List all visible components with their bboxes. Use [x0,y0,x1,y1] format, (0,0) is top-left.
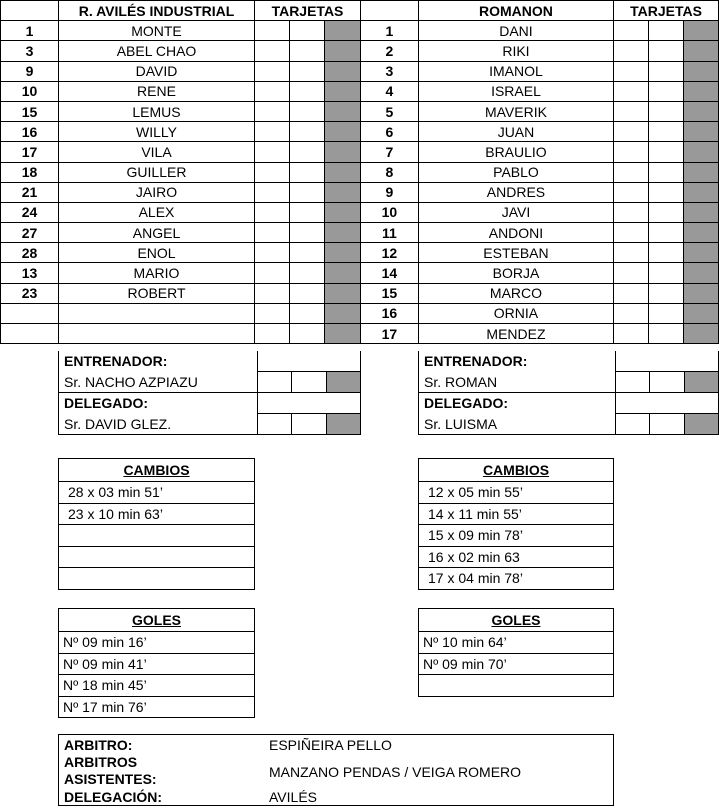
home-player-name: DAVID [59,61,255,81]
home-card-cell-2 [290,324,325,344]
away-coach-label: ENTRENADOR: [419,351,616,372]
home-coach-card-1 [257,372,291,393]
away-card-cell-2 [649,324,684,344]
delegation-row [64,789,317,806]
away-delegate-label-cards [615,393,718,414]
home-card-cell-2 [290,283,325,303]
home-goal-row [59,696,255,718]
away-card-cell-2 [649,263,684,283]
away-card-cell-1 [614,41,649,61]
away-substitution-row [419,568,614,590]
away-player-name: JAVI [418,202,613,222]
home-player-row [1,283,361,303]
away-player-row [361,202,719,222]
away-player-name: ORNIA [418,303,613,323]
away-goal-row [419,632,614,654]
away-card-cell-3 [684,324,719,344]
away-goals-title: GOLES [419,609,614,632]
assistants-names: MANZANO PENDAS / VEIGA ROMERO [269,764,522,780]
home-player-row [1,142,361,162]
home-coach-name: Sr. NACHO AZPIAZU [59,372,258,393]
home-goal-entry: Nº 18 min 45’ [59,675,255,697]
home-player-name: JAIRO [59,182,255,202]
away-delegate-label: DELEGADO: [419,393,616,414]
away-card-cell-3 [684,283,719,303]
home-player-name: WILLY [59,122,255,142]
home-coach-card-3 [326,372,360,393]
away-card-cell-2 [649,142,684,162]
away-card-cell-3 [684,101,719,121]
home-coach-label-cards [257,351,360,372]
away-player-name: MARCO [418,283,613,303]
away-card-cell-2 [649,223,684,243]
away-card-cell-3 [684,122,719,142]
away-player-name: DANI [418,21,613,41]
home-card-cell-2 [290,142,325,162]
away-player-row [361,101,719,121]
home-card-cell-3 [325,223,361,243]
home-player-number: 28 [1,243,59,263]
home-card-cell-2 [290,243,325,263]
away-player-name: PABLO [418,162,613,182]
away-substitution-row [419,546,614,568]
away-roster-table [360,0,719,344]
away-card-cell-3 [684,162,719,182]
away-card-cell-1 [614,303,649,323]
away-player-number: 5 [361,101,419,121]
away-delegate-card-2 [650,414,684,435]
home-roster-table [0,0,361,344]
home-card-cell-1 [255,263,290,283]
home-card-cell-3 [325,142,361,162]
home-player-row [1,263,361,283]
home-player-number: 15 [1,101,59,121]
away-card-cell-3 [684,41,719,61]
home-card-cell-1 [255,223,290,243]
away-player-row [361,283,719,303]
away-card-cell-3 [684,81,719,101]
home-card-cell-2 [290,122,325,142]
away-player-name: JUAN [418,122,613,142]
away-player-row [361,243,719,263]
home-delegate-label-cards [257,393,360,414]
away-player-row [361,324,719,344]
home-card-cell-3 [325,122,361,142]
away-card-cell-2 [649,101,684,121]
home-card-cell-1 [255,21,290,41]
home-card-cell-2 [290,81,325,101]
referee-label: ARBITRO: [64,737,133,753]
away-player-number: 3 [361,61,419,81]
home-player-name: VILA [59,142,255,162]
away-goal-row [419,653,614,675]
away-player-row [361,41,719,61]
away-player-name: BRAULIO [418,142,613,162]
away-player-row [361,21,719,41]
home-card-cell-1 [255,101,290,121]
away-player-name: ISRAEL [418,81,613,101]
home-card-cell-2 [290,61,325,81]
home-substitution-row [59,546,255,568]
home-card-cell-1 [255,61,290,81]
referee-name: ESPIÑEIRA PELLO [269,737,392,753]
home-player-row [1,122,361,142]
home-substitution-row [59,482,255,504]
home-player-name: ABEL CHAO [59,41,255,61]
away-goal-entry: Nº 10 min 64’ [419,632,614,654]
home-player-number: 9 [1,61,59,81]
away-substitution-entry: 17 x 04 min 78’ [419,568,614,590]
away-player-number: 14 [361,263,419,283]
home-card-cell-2 [290,303,325,323]
home-card-cell-2 [290,162,325,182]
home-delegate-row [59,414,361,435]
home-card-cell-3 [325,243,361,263]
home-player-name: GUILLER [59,162,255,182]
home-goal-row [59,632,255,654]
away-card-cell-3 [684,243,719,263]
away-player-name: IMANOL [418,61,613,81]
away-player-number: 1 [361,21,419,41]
home-substitution-entry [59,525,255,547]
home-cards-header: TARJETAS [255,1,361,21]
home-roster-header [1,1,361,21]
away-player-number: 2 [361,41,419,61]
away-player-name: ESTEBAN [418,243,613,263]
home-card-cell-3 [325,101,361,121]
away-player-name: MAVERIK [418,101,613,121]
away-coach-card-2 [650,372,684,393]
away-substitution-entry: 16 x 02 min 63 [419,546,614,568]
away-player-row [361,263,719,283]
home-card-cell-3 [325,81,361,101]
home-player-number [1,324,59,344]
away-player-name: BORJA [418,263,613,283]
home-card-cell-3 [325,41,361,61]
away-card-cell-2 [649,162,684,182]
away-player-row [361,81,719,101]
away-card-cell-3 [684,263,719,283]
home-player-row [1,243,361,263]
home-substitution-row [59,503,255,525]
away-player-number: 10 [361,202,419,222]
away-card-cell-3 [684,142,719,162]
home-substitution-entry [59,568,255,590]
away-player-row [361,142,719,162]
away-coach-label-row [419,351,719,372]
home-player-row [1,182,361,202]
away-number-header [361,1,419,21]
home-card-cell-2 [290,223,325,243]
home-card-cell-1 [255,182,290,202]
home-card-cell-1 [255,162,290,182]
away-card-cell-3 [684,202,719,222]
home-card-cell-3 [325,263,361,283]
home-substitution-row [59,525,255,547]
home-player-number [1,303,59,323]
home-player-number: 17 [1,142,59,162]
home-card-cell-1 [255,303,290,323]
away-player-number: 7 [361,142,419,162]
home-player-number: 21 [1,182,59,202]
home-coach-label: ENTRENADOR: [59,351,258,372]
home-card-cell-2 [290,41,325,61]
delegation-value: AVILÉS [269,789,317,805]
officials-box [58,734,614,806]
away-player-number: 17 [361,324,419,344]
referee-row [64,737,392,754]
away-card-cell-1 [614,263,649,283]
home-player-name: MONTE [59,21,255,41]
home-card-cell-2 [290,202,325,222]
away-card-cell-2 [649,182,684,202]
home-goal-row [59,653,255,675]
away-card-cell-1 [614,283,649,303]
home-player-name: ROBERT [59,283,255,303]
away-substitution-row [419,503,614,525]
home-card-cell-1 [255,122,290,142]
home-card-cell-3 [325,21,361,41]
away-player-number: 4 [361,81,419,101]
home-card-cell-3 [325,303,361,323]
away-player-name: ANDRES [418,182,613,202]
away-card-cell-2 [649,122,684,142]
home-team-name: R. AVILÉS INDUSTRIAL [59,1,255,21]
home-player-name: ENOL [59,243,255,263]
home-card-cell-2 [290,101,325,121]
home-player-number: 23 [1,283,59,303]
home-number-header [1,1,59,21]
home-substitutions-table [58,458,255,590]
away-substitution-row [419,482,614,504]
away-delegate-name: Sr. LUISMA [419,414,616,435]
away-card-cell-3 [684,223,719,243]
away-coach-name: Sr. ROMAN [419,372,616,393]
away-player-name: RIKI [418,41,613,61]
away-goal-row [419,675,614,697]
away-substitution-entry: 12 x 05 min 55’ [419,482,614,504]
assistants-row [64,754,604,788]
home-substitution-entry: 28 x 03 min 51’ [59,482,255,504]
home-coach-card-2 [292,372,326,393]
away-goal-entry: Nº 09 min 70’ [419,653,614,675]
away-card-cell-1 [614,81,649,101]
home-player-number: 24 [1,202,59,222]
home-delegate-card-2 [292,414,326,435]
home-goal-entry: Nº 09 min 41’ [59,653,255,675]
away-card-cell-1 [614,223,649,243]
home-substitutions-title: CAMBIOS [59,459,255,482]
home-card-cell-1 [255,243,290,263]
home-player-number: 10 [1,81,59,101]
home-delegate-label: DELEGADO: [59,393,258,414]
away-player-number: 16 [361,303,419,323]
home-card-cell-2 [290,263,325,283]
away-staff-table [418,351,719,435]
home-card-cell-3 [325,182,361,202]
away-player-number: 6 [361,122,419,142]
away-card-cell-1 [614,182,649,202]
home-player-number: 1 [1,21,59,41]
away-delegate-row [419,414,719,435]
home-player-name [59,303,255,323]
away-card-cell-1 [614,324,649,344]
away-player-row [361,303,719,323]
away-substitution-entry: 14 x 11 min 55’ [419,503,614,525]
home-card-cell-1 [255,324,290,344]
home-player-row [1,81,361,101]
away-card-cell-1 [614,243,649,263]
home-player-row [1,303,361,323]
home-staff-table [58,351,361,435]
away-player-row [361,162,719,182]
home-coach-label-row [59,351,361,372]
home-player-number: 27 [1,223,59,243]
home-substitution-entry: 23 x 10 min 63’ [59,503,255,525]
away-card-cell-1 [614,21,649,41]
away-card-cell-2 [649,61,684,81]
home-card-cell-2 [290,21,325,41]
home-player-row [1,41,361,61]
home-player-name: RENE [59,81,255,101]
away-substitution-entry: 15 x 09 min 78’ [419,525,614,547]
away-delegate-card-3 [684,414,718,435]
home-player-row [1,21,361,41]
away-delegate-label-row [419,393,719,414]
home-player-row [1,223,361,243]
assistants-label-2: ASISTENTES: [64,771,157,787]
away-team-name: ROMANON [418,1,613,21]
away-player-name: MENDEZ [418,324,613,344]
home-player-number: 3 [1,41,59,61]
away-player-row [361,223,719,243]
home-card-cell-1 [255,142,290,162]
home-player-row [1,162,361,182]
home-card-cell-2 [290,182,325,202]
away-goals-table [418,608,614,697]
home-goal-entry: Nº 17 min 76’ [59,696,255,718]
away-card-cell-3 [684,182,719,202]
away-card-cell-3 [684,303,719,323]
away-card-cell-1 [614,122,649,142]
away-player-number: 9 [361,182,419,202]
away-card-cell-1 [614,162,649,182]
away-card-cell-2 [649,41,684,61]
away-coach-card-3 [684,372,718,393]
away-player-row [361,61,719,81]
away-coach-card-1 [615,372,649,393]
home-player-row [1,324,361,344]
home-card-cell-1 [255,283,290,303]
home-card-cell-1 [255,202,290,222]
away-card-cell-2 [649,81,684,101]
away-player-number: 12 [361,243,419,263]
away-card-cell-2 [649,283,684,303]
home-player-row [1,202,361,222]
away-card-cell-2 [649,21,684,41]
home-substitution-row [59,568,255,590]
away-player-number: 11 [361,223,419,243]
away-card-cell-1 [614,142,649,162]
away-cards-header: TARJETAS [614,1,719,21]
home-card-cell-3 [325,162,361,182]
home-delegate-name: Sr. DAVID GLEZ. [59,414,258,435]
away-card-cell-3 [684,61,719,81]
away-coach-row [419,372,719,393]
home-player-name: LEMUS [59,101,255,121]
home-player-row [1,101,361,121]
home-card-cell-3 [325,324,361,344]
away-card-cell-3 [684,21,719,41]
home-card-cell-1 [255,41,290,61]
away-roster-header [361,1,719,21]
away-goal-entry [419,675,614,697]
home-goal-entry: Nº 09 min 16’ [59,632,255,654]
home-substitution-entry [59,546,255,568]
home-player-number: 16 [1,122,59,142]
away-card-cell-1 [614,101,649,121]
home-goals-table [58,608,255,718]
home-card-cell-1 [255,81,290,101]
away-card-cell-1 [614,61,649,81]
home-player-number: 13 [1,263,59,283]
home-card-cell-3 [325,283,361,303]
away-player-number: 15 [361,283,419,303]
home-player-name: ALEX [59,202,255,222]
home-player-name: ANGEL [59,223,255,243]
home-player-name: MARIO [59,263,255,283]
away-substitutions-table [418,458,614,590]
assistants-label-1: ARBITROS [64,754,138,770]
home-delegate-card-3 [326,414,360,435]
away-substitution-row [419,525,614,547]
delegation-label: DELEGACIÓN: [64,789,162,805]
away-coach-label-cards [615,351,718,372]
away-card-cell-2 [649,202,684,222]
home-card-cell-3 [325,202,361,222]
home-delegate-card-1 [257,414,291,435]
away-card-cell-1 [614,202,649,222]
home-goals-title: GOLES [59,609,255,632]
away-player-row [361,182,719,202]
away-player-number: 8 [361,162,419,182]
away-delegate-card-1 [615,414,649,435]
away-player-name: ANDONI [418,223,613,243]
away-card-cell-2 [649,303,684,323]
home-coach-row [59,372,361,393]
away-card-cell-2 [649,243,684,263]
away-player-row [361,122,719,142]
home-player-number: 18 [1,162,59,182]
home-player-row [1,61,361,81]
home-player-name [59,324,255,344]
home-delegate-label-row [59,393,361,414]
away-substitutions-title: CAMBIOS [419,459,614,482]
home-card-cell-3 [325,61,361,81]
home-goal-row [59,675,255,697]
